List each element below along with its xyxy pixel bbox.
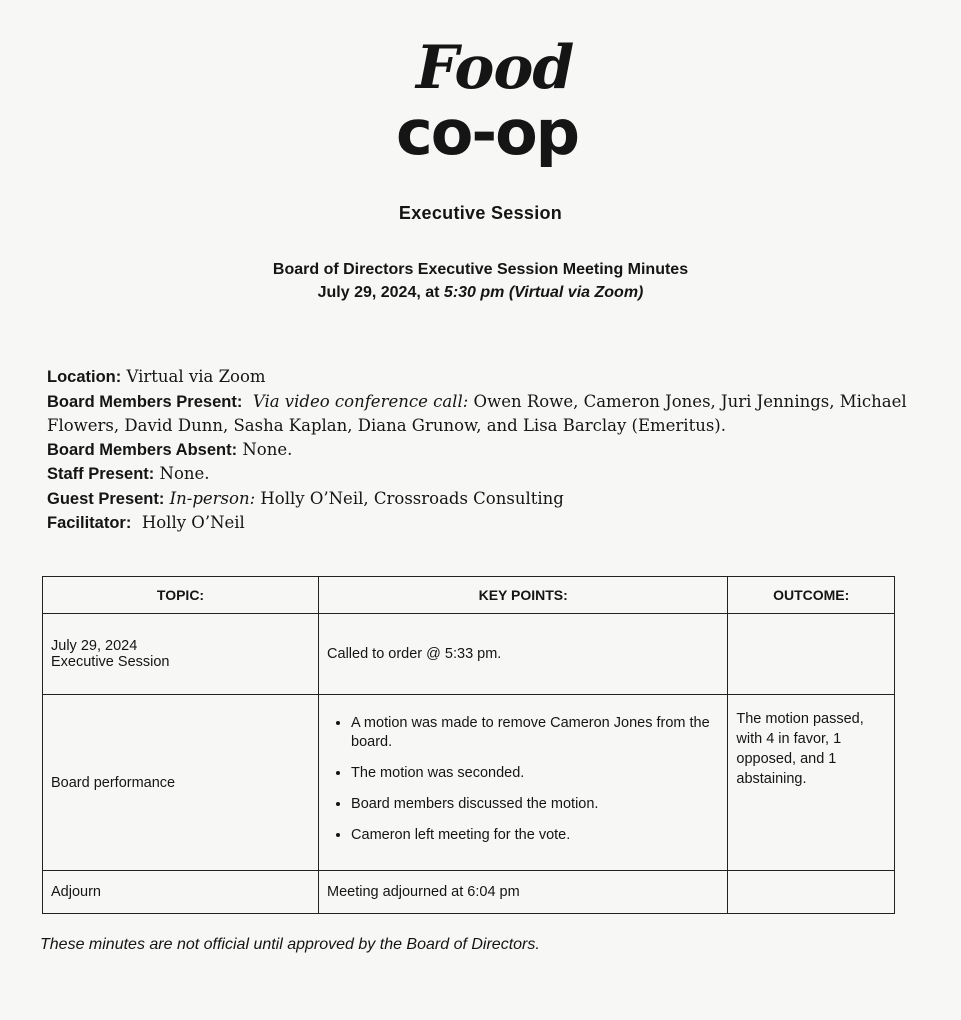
subtitle-line1: Board of Directors Executive Session Meeting Minutes (272, 261, 689, 278)
facilitator-label: Facilitator: (47, 514, 132, 532)
location-label: Location: (47, 368, 122, 386)
meeting-date: July 29, 2024, at (317, 284, 444, 301)
table-row (43, 695, 895, 871)
facilitator-line (47, 511, 907, 536)
key-points-cell: Meeting adjourned at 6:04 pm (319, 871, 728, 914)
header-outcome: OUTCOME: (728, 577, 895, 614)
list-item: • Board members discussed the motion. (351, 795, 719, 814)
location-line (47, 365, 907, 390)
topic-date: July 29, 2024 (51, 638, 138, 654)
absent-line (47, 438, 907, 463)
subtitle-line2 (0, 281, 961, 304)
food-coop-logo (394, 30, 604, 180)
key-points-list (327, 714, 719, 845)
outcome-cell (728, 871, 895, 914)
guest-mode: In-person: (169, 488, 256, 508)
present-line (47, 390, 907, 415)
logo-food-text: Food (416, 33, 574, 103)
guest-value: Holly O’Neil, Crossroads Consulting (260, 488, 564, 508)
table-row (43, 871, 895, 914)
list-item: • The motion was seconded. (351, 764, 719, 783)
outcome-cell (728, 614, 895, 695)
present-names-1: Owen Rowe, Cameron Jones, Juri Jennings, Michael (473, 391, 907, 411)
header-key-points: KEY POINTS: (319, 577, 728, 614)
absent-value: None. (242, 439, 293, 459)
footer-disclaimer: These minutes are not official until approved by the Board of Directors. (40, 936, 540, 953)
facilitator-value: Holly O’Neil (141, 513, 245, 532)
topic-cell (43, 614, 319, 695)
table-row (43, 614, 895, 695)
session-heading: Executive Session (398, 203, 563, 223)
meeting-subtitle (0, 258, 961, 304)
absent-label: Board Members Absent: (47, 440, 238, 459)
meeting-time-location: 5:30 pm (Virtual via Zoom) (443, 284, 644, 301)
present-label: Board Members Present: (47, 392, 243, 411)
location-value: Virtual via Zoom (126, 367, 266, 386)
attendance-block (47, 365, 907, 536)
topic-cell: Board performance (43, 695, 319, 871)
table-header-row (43, 577, 895, 614)
present-names-2: Flowers, David Dunn, Sasha Kaplan, Diana Grunow, and Lisa Barclay (Emeritus). (47, 416, 726, 435)
minutes-table (42, 576, 895, 914)
staff-value: None. (159, 464, 210, 483)
list-item: • A motion was made to remove Cameron Jones from the board. (351, 714, 719, 752)
header-topic: TOPIC: (43, 577, 319, 614)
key-points-cell: Called to order @ 5:33 pm. (319, 614, 728, 695)
present-mode: Via video conference call: (252, 391, 469, 411)
staff-line (47, 462, 907, 487)
logo-coop-text: co-op (396, 96, 579, 169)
key-points-cell (319, 695, 728, 871)
guest-line (47, 487, 907, 512)
staff-label: Staff Present: (47, 465, 155, 483)
list-item: • Cameron left meeting for the vote. (351, 826, 719, 845)
outcome-cell: The motion passed, with 4 in favor, 1 opposed, and 1 abstaining. (728, 695, 895, 871)
topic-session: Executive Session (51, 654, 170, 670)
guest-label: Guest Present: (47, 489, 165, 508)
topic-cell: Adjourn (43, 871, 319, 914)
